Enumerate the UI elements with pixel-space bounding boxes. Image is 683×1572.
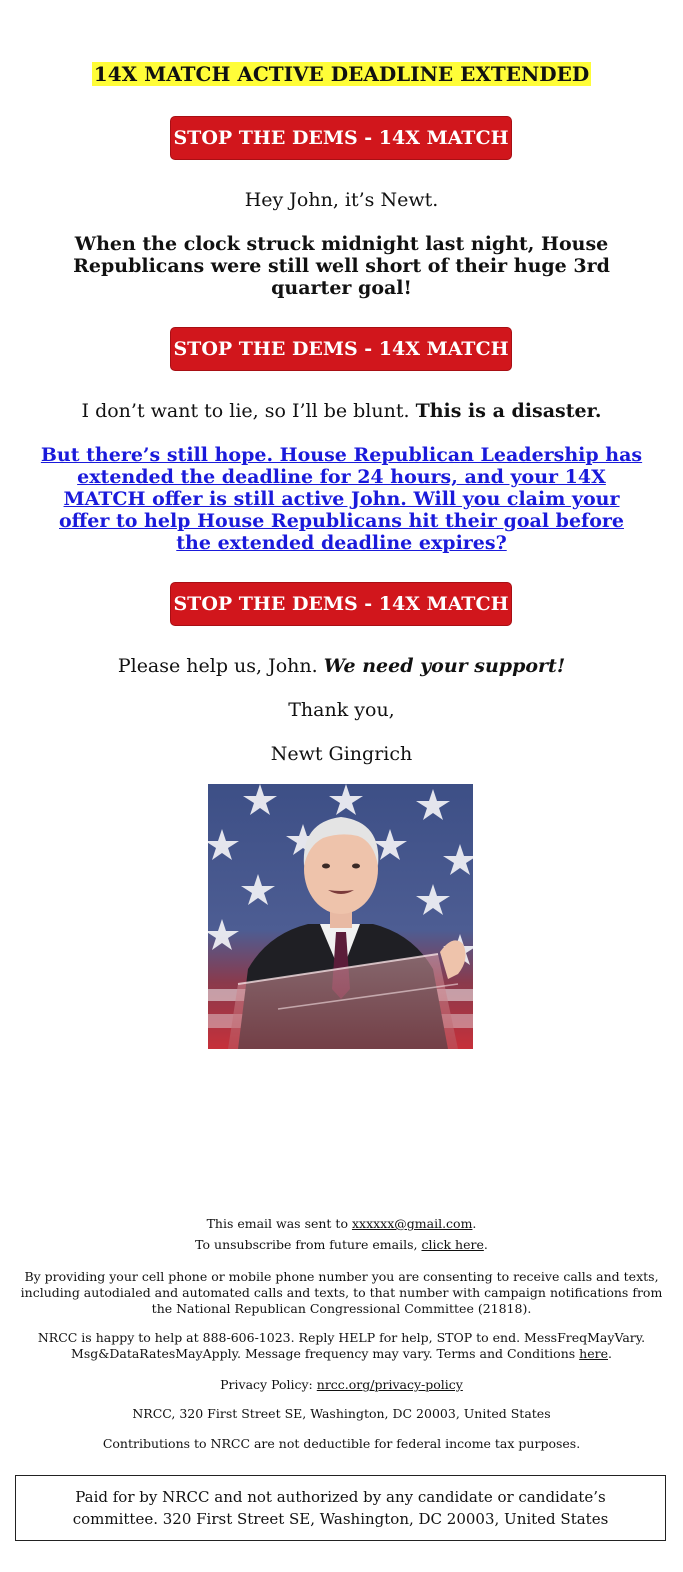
greeting: Hey John, it’s Newt. [244,189,439,211]
unsubscribe-text: To unsubscribe from future emails, [195,1237,418,1252]
signature: Newt Gingrich [270,743,413,765]
cta-button-middle[interactable]: STOP THE DEMS - 14X MATCH [170,327,512,371]
terms-link[interactable]: here [579,1346,608,1361]
unsubscribe-line [10,1237,673,1253]
intro-paragraph: When the clock struck midnight last night, House Republicans were still well short of their huge 3rd quarter goal! [73,233,610,299]
headline-text: 14X MATCH ACTIVE DEADLINE EXTENDED [93,62,590,86]
privacy-line [10,1377,673,1393]
privacy-policy-link[interactable]: nrcc.org/privacy-policy [316,1377,463,1392]
privacy-label: Privacy Policy: [220,1377,313,1392]
blunt-emphasis: This is a disaster. [415,400,602,422]
tax-notice: Contributions to NRCC are not deductible for federal income tax purposes. [102,1436,581,1451]
sms-consent-text: By providing your cell phone or mobile phone number you are consenting to receive calls and texts, including autodialed and automated calls and texts, to that number with campaign notifications from the National Republican Congressional Committee (21818). [20,1269,663,1316]
thanks-line: Thank you, [288,699,395,721]
sent-to-period: . [472,1216,477,1231]
sms-help-line [10,1330,673,1362]
unsubscribe-link[interactable]: click here [421,1237,484,1252]
hope-paragraph [40,444,643,554]
blunt-text: I don’t want to lie, so I’ll be blunt. [81,400,410,422]
help-text: Please help us, John. [117,655,318,677]
unsubscribe-period: . [483,1237,488,1252]
sent-to-email-link[interactable]: xxxxxx@gmail.com [351,1216,473,1231]
cta-button-top[interactable]: STOP THE DEMS - 14X MATCH [170,116,512,160]
paid-for-disclaimer [15,1475,666,1541]
paid-for-text: Paid for by NRCC and not authorized by any candidate or candidate’s committee. 320 First Street SE, Washington, DC 20003, United States [72,1488,609,1528]
sms-help-text: NRCC is happy to help at 888-606-1023. Reply HELP for help, STOP to end. MessFreqMayVary. Msg&DataRatesMayApply. Message frequency may vary. Terms and Conditions [37,1330,646,1361]
newt-gingrich-photo [208,784,473,1049]
help-paragraph [40,655,643,677]
blunt-paragraph [40,400,643,422]
hope-link[interactable]: But there’s still hope. House Republican Leadership has extended the deadline for 24 hours, and your 14X MATCH offer is still active John. Will you claim your offer to help House Republicans hit their goal before the extended deadline expires? [40,444,643,554]
sent-to-line [10,1216,673,1232]
help-emphasis: We need your support! [323,655,566,677]
sent-to-text: This email was sent to [206,1216,348,1231]
mailing-address: NRCC, 320 First Street SE, Washington, DC 20003, United States [132,1406,551,1421]
headline [0,62,683,86]
terms-period: . [607,1346,612,1361]
cta-button-bottom[interactable]: STOP THE DEMS - 14X MATCH [170,582,512,626]
